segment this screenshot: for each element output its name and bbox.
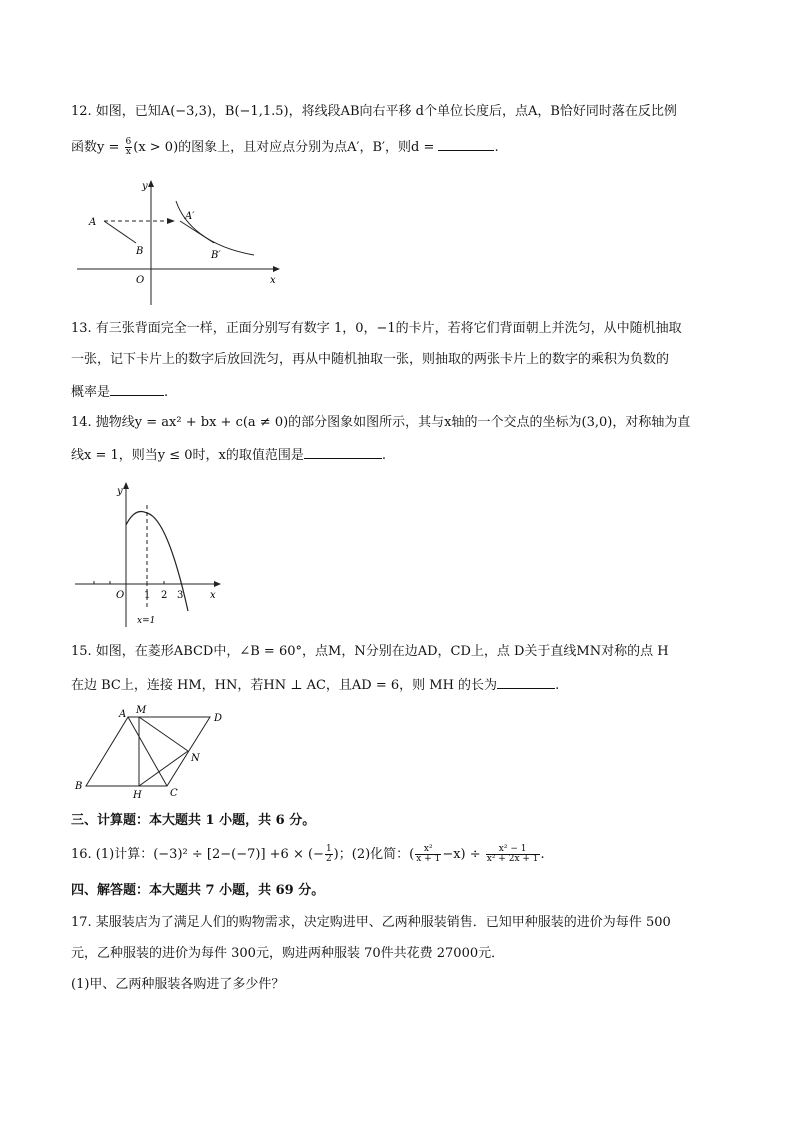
- q15-point-b: B: [75, 781, 83, 792]
- q12-fraction: [125, 138, 133, 157]
- q14-tick-1: 1: [144, 590, 151, 601]
- q12-answer-blank: [438, 138, 494, 151]
- q17-line2: 元，乙种服装的进价为每件 300元，购进两种服装 70件共花费 27000元．: [71, 946, 505, 961]
- q15-point-c: C: [170, 788, 178, 799]
- q12-line2-end: .: [494, 140, 499, 155]
- q13-line2: 一张，记下卡片上的数字后放回洗匀，再从中随机抽取一张，则抽取的两张卡片上的数字的乘积为负数的: [71, 352, 670, 367]
- q14-x-label: x: [210, 590, 216, 601]
- q13-line3: [71, 383, 168, 402]
- q15-line2-pre: 在边 BC上，连接 HM，HN，若HN ⊥ AC，且AD = 6，则 MH 的长为: [71, 678, 498, 693]
- q17-line1: 17. 某服装店为了满足人们的购物需求，决定购进甲、乙两种服装销售．已知甲种服装的进价为每件 500: [71, 915, 671, 930]
- q16-half-den: 2: [325, 854, 332, 864]
- q16-half-num: 1: [325, 844, 332, 854]
- q15-line1: 15. 如图，在菱形ABCD中，∠B = 60°，点M，N分别在边AD，CD上，点 D关于直线MN对称的点 H: [71, 644, 669, 659]
- q12-y-label: y: [142, 181, 148, 192]
- q16-part4: .: [540, 847, 545, 862]
- q15-point-n: N: [191, 753, 200, 764]
- q17-line3: (1)甲、乙两种服装各购进了多少件？: [71, 977, 285, 992]
- q13-line3-pre: 概率是: [71, 385, 111, 400]
- q12-x-label: x: [270, 275, 276, 286]
- q14-line2-pre: 线x = 1，则当y ≤ 0时，x的取值范围是: [71, 448, 304, 463]
- q14-origin-label: O: [116, 590, 125, 601]
- q14-figure: [72, 477, 226, 633]
- q16-part1: 16. (1)计算：(−3)² ÷ [2−(−7)] +6 × (−: [71, 847, 324, 862]
- q16-part2: )；(2)化简：(: [333, 847, 415, 862]
- q14-tick-3: 3: [177, 590, 184, 601]
- q15-point-h: H: [133, 790, 142, 801]
- q15-line2: [71, 676, 559, 695]
- q15-point-a: A: [119, 709, 127, 720]
- q12-point-b-prime: B′: [211, 250, 221, 261]
- q14-answer-blank: [304, 446, 382, 459]
- q16-f1-num: x²: [415, 845, 441, 855]
- q15-answer-blank: [497, 676, 555, 689]
- q12-point-a-prime: A′: [185, 211, 195, 222]
- q16-line: [71, 845, 545, 864]
- q14-tick-2: 2: [161, 590, 168, 601]
- q12-line2-post: (x > 0)的图象上，且对应点分别为点A′，B′，则d =: [133, 140, 439, 155]
- q14-y-label: y: [117, 486, 123, 497]
- q15-point-d: D: [214, 713, 223, 724]
- section-4-heading: 四、解答题：本大题共 7 小题，共 69 分。: [71, 883, 325, 898]
- q12-line2-pre: 函数y =: [71, 140, 124, 155]
- q14-axis-label: x=1: [137, 616, 156, 626]
- q15-figure: [72, 703, 230, 801]
- q16-part3: −x) ÷: [442, 847, 485, 862]
- q16-half-fraction: [325, 845, 333, 864]
- q12-point-a: A: [89, 217, 97, 228]
- q14-line1: 14. 抛物线y = ax² + bx + c(a ≠ 0)的部分图象如图所示，其与x轴的一个交点的坐标为(3,0)，对称轴为直: [71, 415, 691, 430]
- q12-figure: [72, 177, 284, 311]
- q14-line2-end: .: [381, 448, 387, 463]
- q13-answer-blank: [110, 383, 164, 396]
- q12-line1: 12. 如图，已知A(−3,3)，B(−1,1.5)，将线段AB向右平移 d个单位长度后，点A，B恰好同时落在反比例: [71, 104, 677, 119]
- q16-fraction-1: [415, 845, 441, 864]
- q15-line2-end: .: [555, 678, 560, 693]
- section-3-heading: 三、计算题：本大题共 1 小题，共 6 分。: [71, 813, 316, 828]
- q12-line2: [71, 138, 499, 157]
- q12-frac-den: x: [125, 147, 131, 157]
- q16-f2-num: x² − 1: [486, 845, 540, 855]
- q12-point-b: B: [136, 246, 144, 257]
- q16-f1-den: x + 1: [416, 854, 441, 864]
- q13-line1: 13. 有三张背面完全一样，正面分别写有数字 1，0，−1的卡片，若将它们背面朝上并洗匀，从中随机抽取: [71, 321, 682, 336]
- q15-point-m: M: [136, 705, 147, 716]
- q16-fraction-2: [486, 845, 540, 864]
- q14-line2: [71, 446, 386, 465]
- q12-frac-num: 6: [125, 137, 132, 147]
- q16-f2-den: x² + 2x + 1: [486, 854, 539, 864]
- q12-origin-label: O: [136, 275, 145, 286]
- q13-line3-end: .: [164, 385, 169, 400]
